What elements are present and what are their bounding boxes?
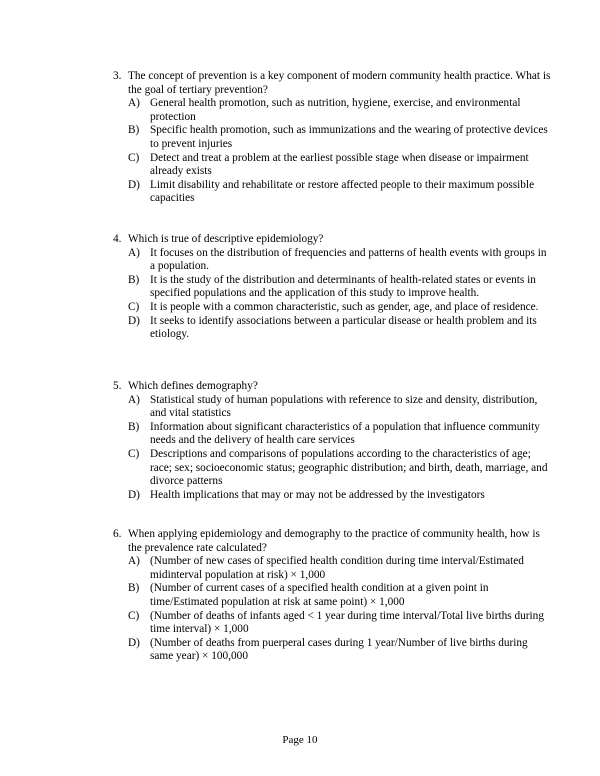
option-a: [128, 247, 553, 274]
option-text: (Number of new cases of specified health condition during time interval/Estimated midinterval population at risk) × 1,000: [150, 555, 524, 581]
question-stem: [113, 528, 553, 555]
option-letter: A): [128, 393, 140, 406]
option-d: [128, 489, 553, 503]
option-a: [128, 555, 553, 582]
answer-options: [128, 247, 553, 342]
question-4: [113, 233, 553, 342]
option-d: [128, 315, 553, 342]
option-text: It focuses on the distribution of frequencies and patterns of health events with groups in a population.: [150, 246, 547, 273]
option-text: Detect and treat a problem at the earliest possible stage when disease or impairment already exists: [150, 151, 529, 178]
option-d: [128, 637, 553, 664]
option-d: [128, 179, 553, 206]
page-number: Page 10: [282, 734, 318, 746]
answer-options: [128, 394, 553, 503]
option-letter: D): [128, 314, 140, 327]
question-number: 6.: [113, 528, 122, 540]
question-text: When applying epidemiology and demography to the practice of community health, how is the prevalence rate calculated?: [128, 528, 540, 554]
option-letter: A): [128, 555, 140, 568]
option-text: Information about significant characteristics of a population that influence community needs and the delivery of health care services: [150, 420, 540, 447]
option-a: [128, 97, 553, 124]
option-text: It seeks to identify associations between a particular disease or health problem and its etiology.: [150, 314, 537, 341]
option-text: (Number of deaths of infants aged < 1 year during time interval/Total live births during time interval) × 1,000: [150, 609, 544, 636]
option-letter: D): [128, 636, 140, 649]
option-text: It is people with a common characteristic, such as gender, age, and place of residence.: [150, 300, 539, 313]
option-letter: B): [128, 420, 140, 433]
option-letter: D): [128, 488, 140, 501]
question-5: [113, 380, 553, 502]
question-number: 4.: [113, 233, 122, 245]
question-stem: [113, 70, 553, 97]
option-text: Statistical study of human populations with reference to size and density, distribution, and vital statistics: [150, 393, 538, 420]
option-letter: D): [128, 178, 140, 191]
option-text: Descriptions and comparisons of populations according to the characteristics of age; race; sex; socioeconomic status; geographic distribution; and birth, death, marriage, and divorce patterns: [150, 447, 548, 488]
option-letter: B): [128, 582, 140, 595]
option-letter: C): [128, 300, 140, 313]
question-stem: [113, 380, 553, 394]
option-letter: A): [128, 97, 140, 110]
option-text: Specific health promotion, such as immunizations and the wearing of protective devices to prevent injuries: [150, 124, 548, 150]
question-number: 5.: [113, 380, 122, 392]
option-b: [128, 582, 553, 609]
option-text: (Number of deaths from puerperal cases during 1 year/Number of live births during same year) × 100,000: [150, 636, 528, 663]
option-b: [128, 124, 553, 151]
option-letter: C): [128, 447, 140, 460]
answer-options: [128, 555, 553, 664]
question-6: [113, 528, 553, 664]
question-3: [113, 70, 553, 206]
option-text: It is the study of the distribution and determinants of health-related states or events in specified populations and the application of this study to improve health.: [150, 273, 536, 300]
option-c: [128, 301, 553, 315]
option-letter: B): [128, 124, 140, 137]
option-text: General health promotion, such as nutrition, hygiene, exercise, and environmental protection: [150, 97, 521, 123]
question-text: Which is true of descriptive epidemiology?: [128, 233, 324, 245]
option-c: [128, 610, 553, 637]
option-c: [128, 152, 553, 179]
option-b: [128, 421, 553, 448]
question-text: Which defines demography?: [128, 380, 258, 392]
option-c: [128, 448, 553, 489]
question-number: 3.: [113, 70, 122, 82]
option-letter: C): [128, 151, 140, 164]
option-text: Limit disability and rehabilitate or restore affected people to their maximum possible capacities: [150, 178, 535, 205]
answer-options: [128, 97, 553, 206]
question-text: The concept of prevention is a key component of modern community health practice. What is the goal of tertiary prevention?: [128, 70, 551, 96]
question-stem: [113, 233, 553, 247]
option-letter: A): [128, 246, 140, 259]
option-text: (Number of current cases of a specified health condition at a given point in time/Estimated population at risk at same point) × 1,000: [150, 582, 489, 608]
option-b: [128, 274, 553, 301]
option-text: Health implications that may or may not be addressed by the investigators: [150, 488, 485, 501]
option-letter: B): [128, 273, 140, 286]
option-letter: C): [128, 609, 140, 622]
option-a: [128, 394, 553, 421]
